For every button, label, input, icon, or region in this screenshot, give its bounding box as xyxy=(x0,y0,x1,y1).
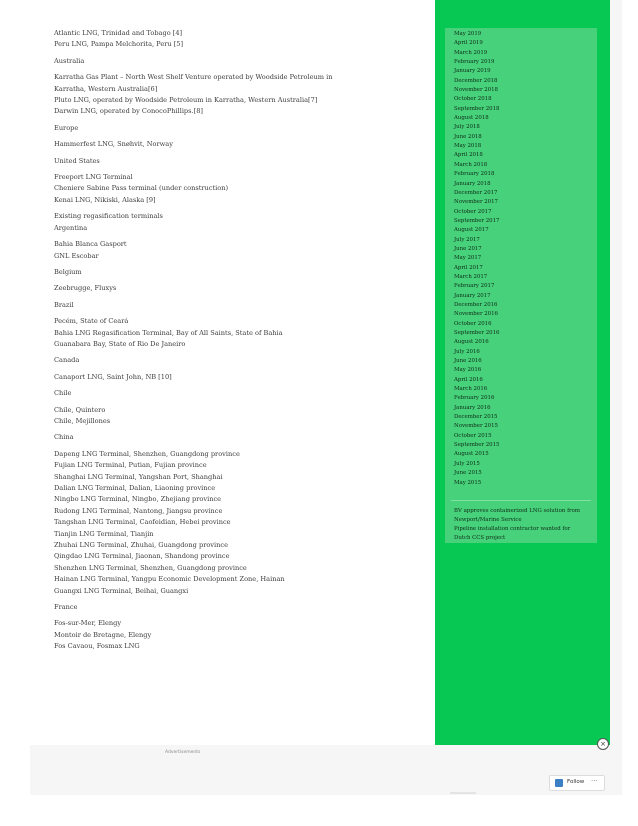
archive-link[interactable]: April 2016 xyxy=(454,376,483,383)
archive-link[interactable]: August 2015 xyxy=(454,451,489,458)
article-paragraph xyxy=(54,283,394,294)
article-line: Zeebrugge, Fluxys xyxy=(54,284,117,293)
archive-link[interactable]: June 2015 xyxy=(454,470,482,477)
archive-link[interactable]: October 2018 xyxy=(454,96,492,103)
article-paragraph xyxy=(54,139,394,150)
archive-link[interactable]: March 2017 xyxy=(454,273,488,280)
archives-widget xyxy=(445,28,597,543)
archive-link[interactable]: June 2017 xyxy=(454,245,482,252)
article-paragraph xyxy=(54,300,394,311)
article-line: Darwin LNG, operated by ConocoPhillips.[8] xyxy=(54,107,203,116)
article-paragraph xyxy=(54,388,394,399)
article-line: Chile, Mejillones xyxy=(54,416,111,425)
archive-link[interactable]: April 2017 xyxy=(454,264,483,271)
article-line: Chile xyxy=(54,389,72,398)
archive-link[interactable]: July 2016 xyxy=(454,348,480,355)
archive-link[interactable]: September 2017 xyxy=(454,217,500,224)
article-line: Fos Cavaou, Fosmax LNG xyxy=(54,642,140,651)
article-paragraph xyxy=(54,211,394,234)
article-paragraph xyxy=(54,28,394,51)
archive-link[interactable]: October 2016 xyxy=(454,320,492,327)
article-line: Bahia LNG Regasification Terminal, Bay of All Saints, State of Bahia xyxy=(54,328,283,337)
follow-label: Follow xyxy=(567,779,585,785)
article-line: Hainan LNG Terminal, Yangpu Economic Development Zone, Hainan xyxy=(54,575,285,584)
advertisements-label: Advertisements xyxy=(165,750,201,755)
article-line: Guangxi LNG Terminal, Beihai, Guangxi xyxy=(54,586,189,595)
article-body xyxy=(54,28,394,658)
archive-link[interactable]: July 2018 xyxy=(454,124,480,131)
article-line: Dapeng LNG Terminal, Shenzhen, Guangdong province xyxy=(54,449,240,458)
article-paragraph xyxy=(54,316,394,350)
article-line: Tangshan LNG Terminal, Caofeidian, Hebei province xyxy=(54,518,231,527)
article-line: Canaport LNG, Saint John, NB [10] xyxy=(54,372,172,381)
article-line: United States xyxy=(54,156,100,165)
archive-link[interactable]: January 2019 xyxy=(454,68,491,75)
archive-link[interactable]: February 2017 xyxy=(454,283,495,290)
article-line: Karratha Gas Plant – North West Shelf Venture operated by Woodside Petroleum in xyxy=(54,73,333,82)
widget-divider xyxy=(451,500,591,501)
more-options-icon[interactable]: ··· xyxy=(591,777,598,785)
article-line: Qingdao LNG Terminal, Jiaonan, Shandong province xyxy=(54,552,230,561)
article-line: Peru LNG, Pampa Melchorita, Peru [5] xyxy=(54,40,184,49)
archive-link[interactable]: August 2018 xyxy=(454,115,489,122)
archive-link[interactable]: March 2016 xyxy=(454,386,488,393)
article-line: Tianjin LNG Terminal, Tianjin xyxy=(54,529,154,538)
archive-link[interactable]: December 2015 xyxy=(454,414,498,421)
archive-link[interactable]: November 2016 xyxy=(454,311,498,318)
article-line: Europe xyxy=(54,123,79,132)
article-line: Argentina xyxy=(54,223,88,232)
article-line: Rudong LNG Terminal, Nantong, Jiangsu province xyxy=(54,506,223,515)
footer-link xyxy=(450,792,476,794)
archive-link[interactable]: February 2016 xyxy=(454,395,495,402)
article-line: Shanghai LNG Terminal, Yangshan Port, Shanghai xyxy=(54,472,223,481)
archive-link[interactable]: April 2018 xyxy=(454,152,483,159)
archive-link[interactable]: May 2016 xyxy=(454,367,482,374)
article-line: Chile, Quintero xyxy=(54,405,106,414)
article-line: Karratha, Western Australia[6] xyxy=(54,84,158,93)
archive-link[interactable]: September 2018 xyxy=(454,105,500,112)
article-paragraph xyxy=(54,56,394,67)
article-paragraph xyxy=(54,432,394,443)
archive-link[interactable]: January 2018 xyxy=(454,180,491,187)
article-line: Brazil xyxy=(54,300,74,309)
archive-link[interactable]: May 2017 xyxy=(454,255,482,262)
article-line: Freeport LNG Terminal xyxy=(54,173,133,182)
article-paragraph xyxy=(54,618,394,652)
article-line: Australia xyxy=(54,56,85,65)
archive-link[interactable]: January 2016 xyxy=(454,404,491,411)
archive-link[interactable]: December 2017 xyxy=(454,189,498,196)
article-line: Shenzhen LNG Terminal, Shenzhen, Guangdong province xyxy=(54,563,247,572)
article-paragraph xyxy=(54,156,394,167)
article-line: Fos-sur-Mer, Elengy xyxy=(54,619,122,628)
advertisement-bar xyxy=(30,745,622,795)
article-paragraph xyxy=(54,355,394,366)
wordpress-icon xyxy=(555,779,563,787)
article-line: Ningbo LNG Terminal, Ningbo, Zhejiang province xyxy=(54,495,222,504)
article-line: Hammerfest LNG, Snøhvit, Norway xyxy=(54,140,173,149)
archive-link[interactable]: November 2017 xyxy=(454,199,498,206)
article-line: Fujian LNG Terminal, Putian, Fujian province xyxy=(54,461,207,470)
article-paragraph xyxy=(54,172,394,206)
archive-link[interactable]: April 2019 xyxy=(454,40,483,47)
archive-link[interactable]: May 2019 xyxy=(454,31,482,37)
article-line: Guanabara Bay, State of Rio De Janeiro xyxy=(54,339,186,348)
archive-link[interactable]: February 2019 xyxy=(454,59,495,66)
article-line: Canada xyxy=(54,356,80,365)
article-line: Belgium xyxy=(54,267,82,276)
archive-link[interactable]: August 2016 xyxy=(454,339,489,346)
article-line: Montoir de Bretagne, Elengy xyxy=(54,630,152,639)
archive-link[interactable]: June 2018 xyxy=(454,133,482,140)
archive-link[interactable]: May 2015 xyxy=(454,479,482,486)
follow-button[interactable] xyxy=(549,775,605,791)
article-line: GNL Escobar xyxy=(54,251,99,260)
article-line: Dalian LNG Terminal, Dalian, Liaoning province xyxy=(54,484,216,492)
article-line: China xyxy=(54,433,74,442)
article-paragraph xyxy=(54,267,394,278)
archive-link[interactable]: June 2016 xyxy=(454,358,482,365)
article-paragraph xyxy=(54,405,394,428)
article-paragraph xyxy=(54,449,394,597)
article-line: Bahia Blanca Gasport xyxy=(54,240,127,249)
archive-list xyxy=(445,28,597,488)
article-paragraph xyxy=(54,72,394,118)
article-paragraph xyxy=(54,239,394,262)
article-paragraph xyxy=(54,123,394,134)
archive-link[interactable]: July 2017 xyxy=(454,236,480,243)
archive-link[interactable]: October 2017 xyxy=(454,208,492,215)
article-line: Kenai LNG, Nikiski, Alaska [9] xyxy=(54,195,156,204)
article-line: Existing regasification terminals xyxy=(54,212,163,221)
archive-link[interactable]: September 2016 xyxy=(454,330,500,336)
archive-link[interactable]: February 2018 xyxy=(454,171,495,178)
archive-link[interactable]: December 2016 xyxy=(454,301,498,308)
archive-link[interactable]: October 2015 xyxy=(454,432,492,439)
article-line: Pecém, State of Ceará xyxy=(54,317,129,326)
article-line: Cheniere Sabine Pass terminal (under construction) xyxy=(54,184,229,193)
archive-link[interactable]: August 2017 xyxy=(454,227,489,234)
recent-post-link[interactable]: BV approves containerized LNG solution from Newport/Marine Service xyxy=(454,507,580,523)
article-line: Zhuhai LNG Terminal, Zhuhai, Guangdong province xyxy=(54,541,228,550)
archive-link[interactable]: March 2019 xyxy=(454,49,488,56)
archive-link[interactable]: December 2018 xyxy=(454,77,498,84)
recent-posts-list xyxy=(445,507,597,543)
close-ad-button[interactable]: × xyxy=(597,738,609,750)
article-paragraph xyxy=(54,602,394,613)
archive-link[interactable]: September 2015 xyxy=(454,442,500,449)
recent-post-link[interactable]: Pipeline installation contractor wanted for Dutch CCS project xyxy=(454,525,571,541)
article-line: Pluto LNG, operated by Woodside Petroleum in Karratha, Western Australia[7] xyxy=(54,96,318,105)
archive-link[interactable]: May 2018 xyxy=(454,143,482,150)
article-line: Atlantic LNG, Trinidad and Tobago [4] xyxy=(54,29,183,37)
article-paragraph xyxy=(54,372,394,383)
archive-link[interactable]: November 2015 xyxy=(454,423,498,430)
archive-link[interactable]: July 2015 xyxy=(454,460,480,467)
archive-link[interactable]: March 2018 xyxy=(454,161,488,168)
archive-link[interactable]: January 2017 xyxy=(454,292,491,299)
article-line: France xyxy=(54,603,78,612)
archive-link[interactable]: November 2018 xyxy=(454,87,498,94)
